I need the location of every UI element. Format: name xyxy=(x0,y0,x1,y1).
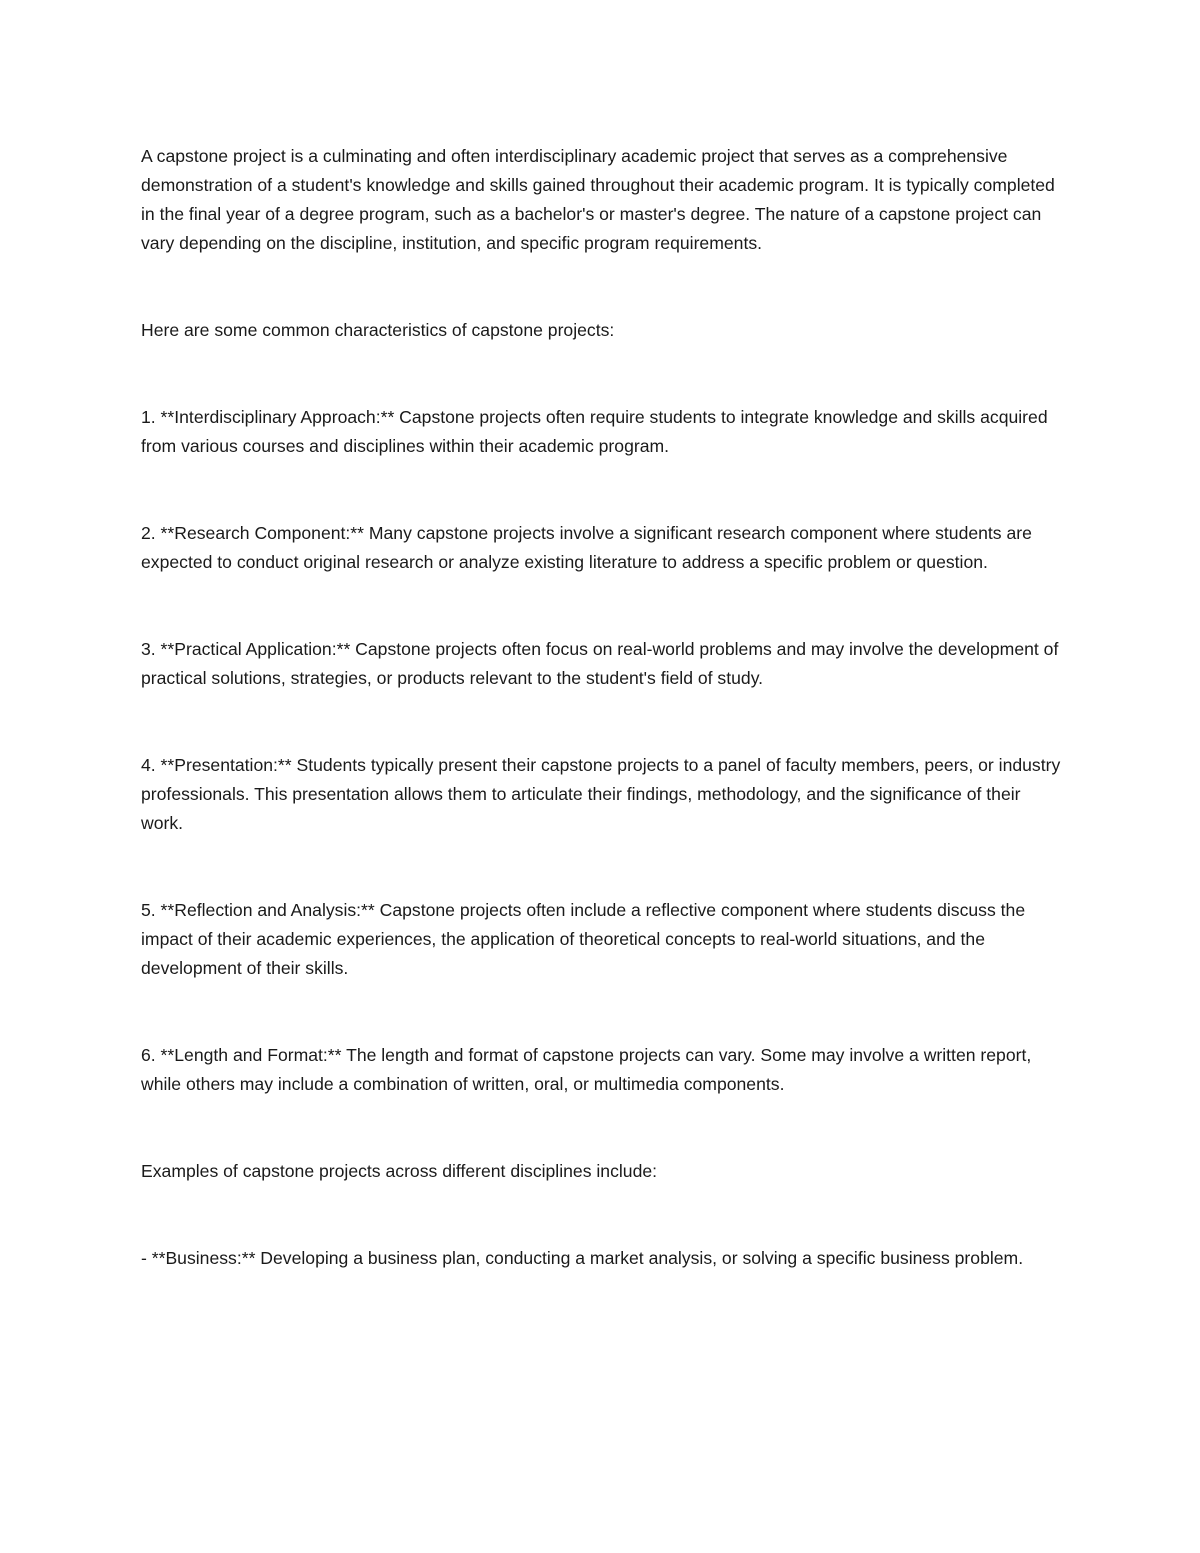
document-body xyxy=(141,142,1061,1273)
characteristic-item-6: 6. **Length and Format:** The length and format of capstone projects can vary. Some may involve a written report, while others may include a combination of written, oral, or multimedia components. xyxy=(141,1045,1032,1094)
characteristic-item-3: 3. **Practical Application:** Capstone projects often focus on real-world problems and may involve the development of practical solutions, strategies, or products relevant to the student's field of study. xyxy=(141,639,1059,688)
example-item-business: - **Business:** Developing a business plan, conducting a market analysis, or solving a specific business problem. xyxy=(141,1248,1024,1268)
characteristic-item-4: 4. **Presentation:** Students typically present their capstone projects to a panel of faculty members, peers, or industry professionals. This presentation allows them to articulate their findings, methodology, and the significance of their work. xyxy=(141,755,1061,833)
characteristics-heading: Here are some common characteristics of capstone projects: xyxy=(141,320,615,340)
characteristic-item-1: 1. **Interdisciplinary Approach:** Capstone projects often require students to integrate knowledge and skills acquired from various courses and disciplines within their academic program. xyxy=(141,407,1048,456)
characteristic-item-5: 5. **Reflection and Analysis:** Capstone projects often include a reflective component where students discuss the impact of their academic experiences, the application of theoretical concepts to real-world situations, and the development of their skills. xyxy=(141,900,1026,978)
characteristic-item-2: 2. **Research Component:** Many capstone projects involve a significant research component where students are expected to conduct original research or analyze existing literature to address a specific problem or question. xyxy=(141,523,1032,572)
intro-paragraph: A capstone project is a culminating and often interdisciplinary academic project that serves as a comprehensive demonstration of a student's knowledge and skills gained throughout their academic program. It is typically completed in the final year of a degree program, such as a bachelor's or master's degree. The nature of a capstone project can vary depending on the discipline, institution, and specific program requirements. xyxy=(141,146,1055,253)
examples-heading: Examples of capstone projects across different disciplines include: xyxy=(141,1161,658,1181)
